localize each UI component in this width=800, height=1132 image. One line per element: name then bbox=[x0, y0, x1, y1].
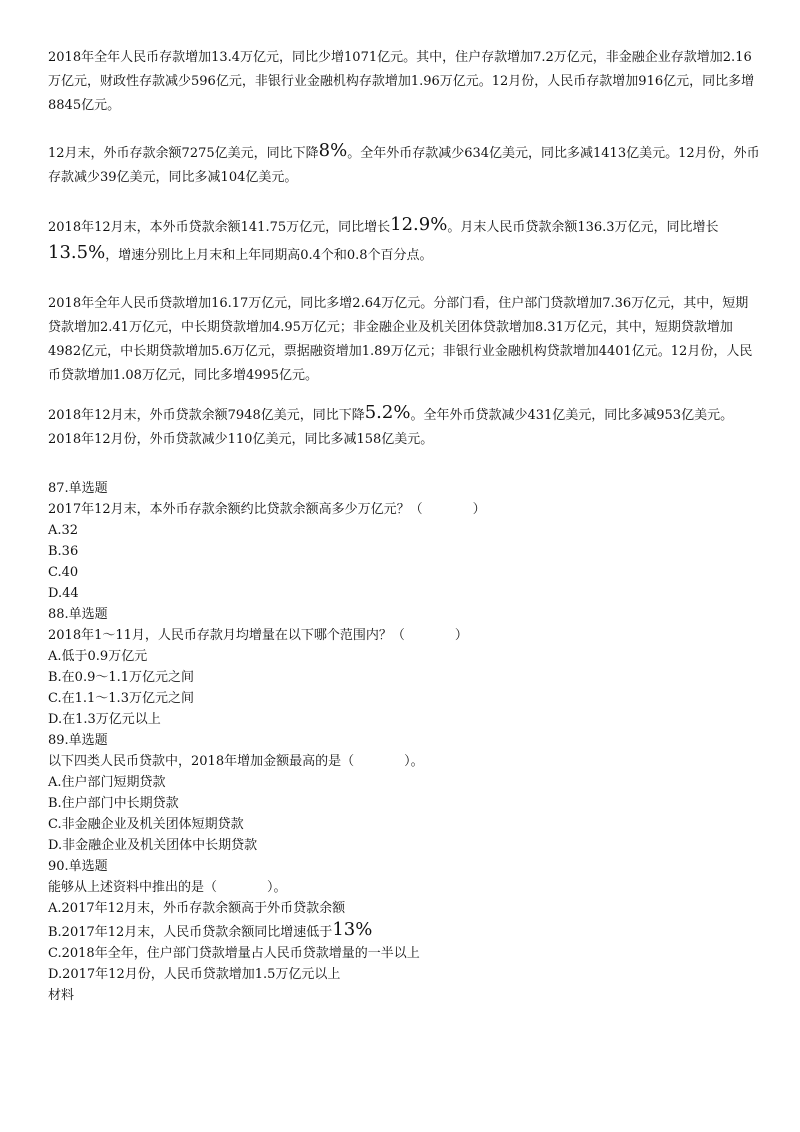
option-d[interactable]: D.44 bbox=[48, 586, 79, 601]
question-stem bbox=[48, 751, 760, 772]
question-list bbox=[48, 478, 760, 1006]
option-b[interactable] bbox=[48, 919, 760, 943]
percent-figure: 13% bbox=[332, 919, 373, 940]
option-a[interactable]: A.低于0.9万亿元 bbox=[48, 649, 148, 664]
question-90 bbox=[48, 856, 760, 985]
paragraph-text: 2018年12月末，外币贷款余额7948亿美元，同比下降 bbox=[48, 408, 365, 423]
option-c[interactable]: C.在1.1～1.3万亿元之间 bbox=[48, 691, 194, 706]
option-d[interactable]: D.在1.3万亿元以上 bbox=[48, 712, 161, 727]
option-c[interactable]: C.非金融企业及机关团体短期贷款 bbox=[48, 817, 244, 832]
question-89 bbox=[48, 730, 760, 856]
stem-text: ） bbox=[472, 502, 486, 517]
question-header: 90.单选题 bbox=[48, 859, 108, 874]
question-stem bbox=[48, 499, 760, 520]
stem-text: 2017年12月末，本外币存款余额约比贷款余额高多少万亿元？（ bbox=[48, 502, 423, 517]
question-header: 89.单选题 bbox=[48, 733, 108, 748]
option-a[interactable]: A.32 bbox=[48, 523, 79, 538]
question-header: 87.单选题 bbox=[48, 481, 108, 496]
material-label: 材料 bbox=[48, 988, 75, 1003]
stem-text: ）。 bbox=[404, 754, 424, 769]
material-paragraph-4 bbox=[48, 292, 760, 388]
percent-figure: 5.2% bbox=[364, 402, 411, 423]
option-d[interactable]: D.非金融企业及机关团体中长期贷款 bbox=[48, 838, 258, 853]
percent-figure: 12.9% bbox=[390, 214, 448, 235]
paragraph-text: 2018年12月末，本外币贷款余额141.75万亿元，同比增长 bbox=[48, 220, 391, 235]
option-b[interactable]: B.36 bbox=[48, 544, 79, 559]
stem-text: ）。 bbox=[267, 880, 287, 895]
paragraph-text: 。全年外币贷款减少431亿美元，同比多减953亿美元。2018年12月份，外币贷款减少110亿美元，同比多减158亿美元。 bbox=[48, 408, 734, 447]
paragraph-text: ，增速分别比上月末和上年同期高0.4个和0.8个百分点。 bbox=[105, 248, 433, 263]
question-stem bbox=[48, 877, 760, 898]
percent-figure: 13.5% bbox=[48, 242, 106, 263]
paragraph-text: 2018年全年人民币存款增加13.4万亿元，同比少增1071亿元。其中，住户存款增加7.2万亿元，非金融企业存款增加2.16万亿元，财政性存款减少596亿元，非银行业金融机构存款增加1.96万亿元。12月份，人民币存款增加916亿元，同比多增8845亿元。 bbox=[48, 50, 755, 113]
material-paragraph-5 bbox=[48, 404, 760, 452]
question-87 bbox=[48, 478, 760, 604]
option-b[interactable]: B.住户部门中长期贷款 bbox=[48, 796, 179, 811]
option-d[interactable]: D.2017年12月份，人民币贷款增加1.5万亿元以上 bbox=[48, 967, 341, 982]
paragraph-text: 12月末，外币存款余额7275亿美元，同比下降 bbox=[48, 146, 319, 161]
stem-text: ） bbox=[454, 628, 468, 643]
stem-text: 以下四类人民币贷款中，2018年增加金额最高的是（ bbox=[48, 754, 355, 769]
option-a[interactable]: A.2017年12月末，外币存款余额高于外币贷款余额 bbox=[48, 901, 346, 916]
paragraph-text: 。月末人民币贷款余额136.3万亿元，同比增长 bbox=[447, 220, 719, 235]
percent-figure: 8% bbox=[318, 140, 348, 161]
stem-text: 2018年1～11月，人民币存款月均增量在以下哪个范围内？（ bbox=[48, 628, 405, 643]
option-c[interactable]: C.2018年全年，住户部门贷款增量占人民币贷款增量的一半以上 bbox=[48, 946, 420, 961]
stem-text: 能够从上述资料中推出的是（ bbox=[48, 880, 218, 895]
paragraph-text: 。全年外币存款减少634亿美元，同比多减1413亿美元。12月份，外币存款减少39亿美元，同比多减104亿美元。 bbox=[48, 146, 760, 185]
option-a[interactable]: A.住户部门短期贷款 bbox=[48, 775, 166, 790]
option-c[interactable]: C.40 bbox=[48, 565, 79, 580]
material-paragraph-3 bbox=[48, 214, 760, 270]
material-paragraph-2 bbox=[48, 142, 760, 190]
material-paragraph-1 bbox=[48, 46, 760, 118]
option-text: B.2017年12月末，人民币贷款余额同比增速低于 bbox=[48, 925, 333, 940]
question-88 bbox=[48, 604, 760, 730]
question-stem bbox=[48, 625, 760, 646]
option-b[interactable]: B.在0.9～1.1万亿元之间 bbox=[48, 670, 195, 685]
paragraph-text: 2018年全年人民币贷款增加16.17万亿元，同比多增2.64万亿元。分部门看，住户部门贷款增加7.36万亿元，其中，短期贷款增加2.41万亿元，中长期贷款增加4.95万亿元；非金融企业及机关团体贷款增加8.31万亿元，其中，短期贷款增加4982亿元，中长期贷款增加5.6万亿元，票据融资增加1.89万亿元；非银行业金融机构贷款增加4401亿元。12月份，人民币贷款增加1.08万亿元，同比多增4995亿元。 bbox=[48, 296, 753, 383]
question-header: 88.单选题 bbox=[48, 607, 108, 622]
